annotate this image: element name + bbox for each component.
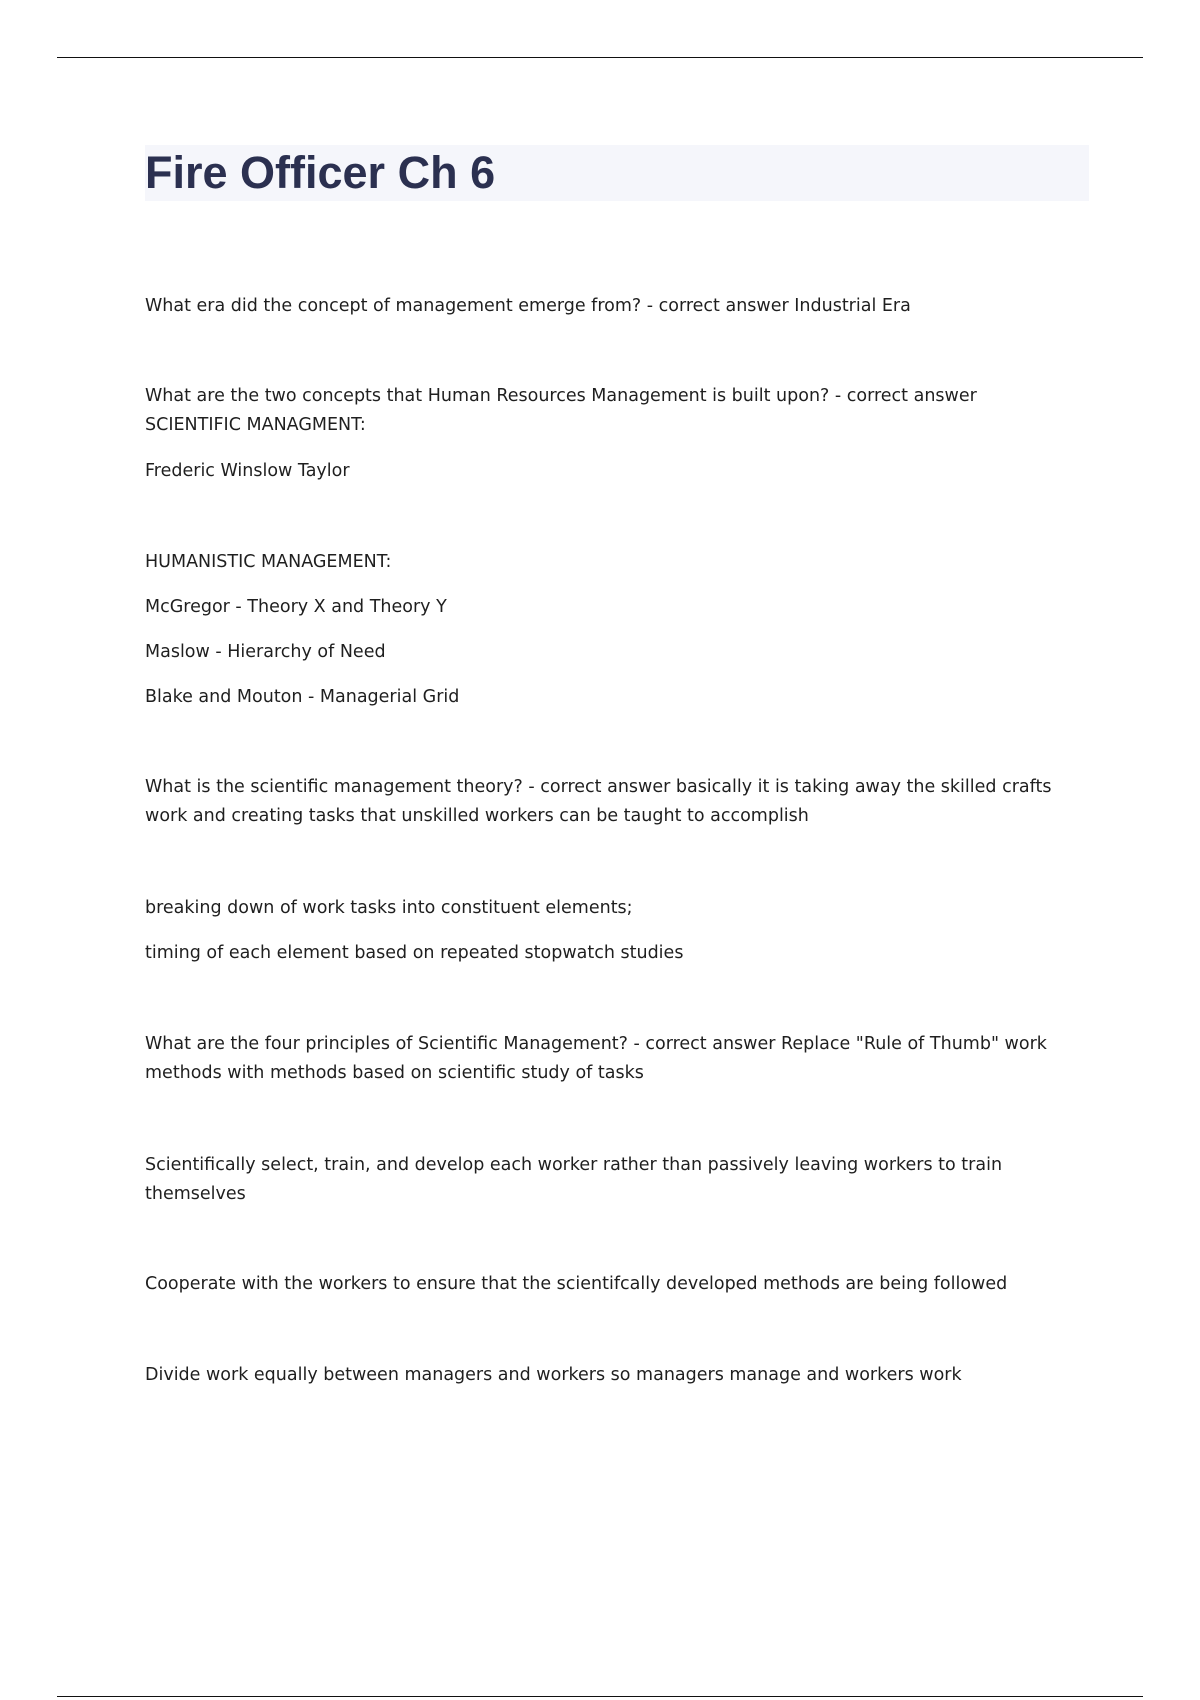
paragraph-hrm-concepts	[145, 382, 1080, 440]
paragraph-industrial-era	[145, 292, 1080, 321]
top-rule	[57, 57, 1143, 58]
text-line: Frederic Winslow Taylor	[145, 461, 350, 481]
text-line: methods with methods based on scientific study of tasks	[145, 1063, 644, 1083]
text-line: McGregor - Theory X and Theory Y	[145, 597, 447, 617]
text-line: Divide work equally between managers and workers so managers manage and workers work	[145, 1365, 962, 1385]
bottom-rule	[57, 1696, 1143, 1697]
paragraph-humanistic-heading	[145, 548, 1080, 577]
paragraph-breaking-down	[145, 894, 1080, 923]
paragraph-cooperate	[145, 1270, 1080, 1299]
text-line: What is the scientific management theory? - correct answer basically it is taking away the skilled crafts	[145, 777, 1052, 797]
text-line: breaking down of work tasks into constituent elements;	[145, 898, 633, 918]
paragraph-scientific-theory	[145, 773, 1080, 831]
text-line: SCIENTIFIC MANAGMENT:	[145, 415, 366, 435]
text-line: Blake and Mouton - Managerial Grid	[145, 687, 460, 707]
text-line: Scientifically select, train, and develop each worker rather than passively leaving workers to train	[145, 1155, 1003, 1175]
paragraph-divide-work	[145, 1361, 1080, 1390]
text-line: What are the four principles of Scientific Management? - correct answer Replace "Rule of Thumb" work	[145, 1034, 1047, 1054]
text-line: What era did the concept of management emerge from? - correct answer Industrial Era	[145, 296, 911, 316]
text-line: themselves	[145, 1184, 246, 1204]
text-line: HUMANISTIC MANAGEMENT:	[145, 552, 392, 572]
paragraph-maslow	[145, 638, 1080, 667]
page-title: Fire Officer Ch 6	[145, 147, 496, 198]
text-line: What are the two concepts that Human Resources Management is built upon? - correct answer	[145, 386, 977, 406]
text-line: work and creating tasks that unskilled workers can be taught to accomplish	[145, 806, 809, 826]
paragraph-select-train	[145, 1151, 1080, 1209]
paragraph-four-principles	[145, 1030, 1080, 1088]
paragraph-mcgregor	[145, 593, 1080, 622]
paragraph-taylor	[145, 457, 1080, 486]
text-line: Maslow - Hierarchy of Need	[145, 642, 386, 662]
paragraph-blake-mouton	[145, 683, 1080, 712]
paragraph-timing	[145, 939, 1080, 968]
text-line: Cooperate with the workers to ensure that the scientifcally developed methods are being followed	[145, 1274, 1008, 1294]
text-line: timing of each element based on repeated stopwatch studies	[145, 943, 684, 963]
